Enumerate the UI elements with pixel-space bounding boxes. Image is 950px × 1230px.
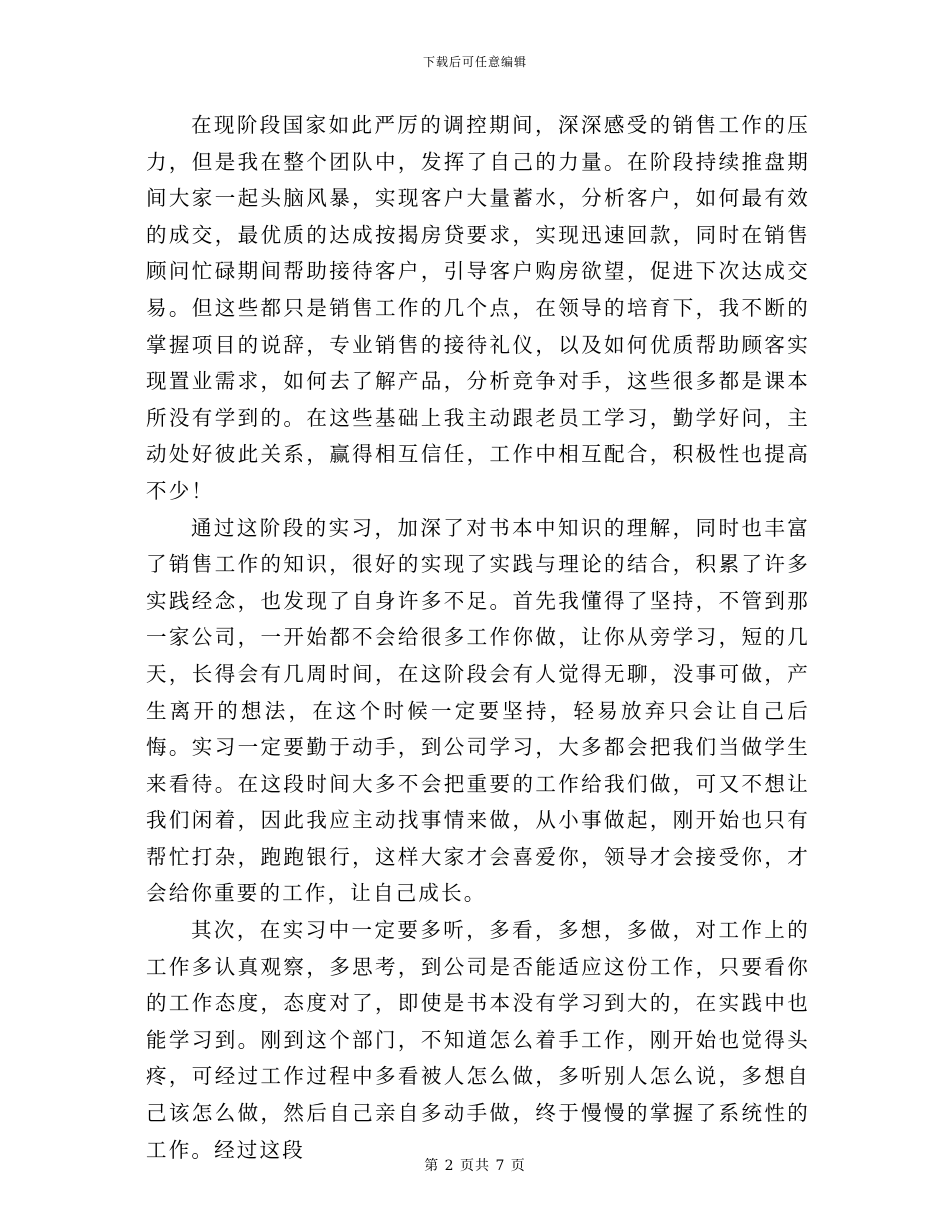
page-header: 下载后可任意编辑 [422,55,527,69]
document-body [146,107,810,1168]
paragraph-1: 在现阶段国家如此严厉的调控期间，深深感受的销售工作的压力，但是我在整个团队中，发挥了自己的力量。在阶段持续推盘期间大家一起头脑风暴，实现客户大量蓄水，分析客户，如何最有效的成交，最优质的达成按揭房贷要求，实现迅速回款，同时在销售顾问忙碌期间帮助接待客户，引导客户购房欲望，促进下次达成交易。但这些都只是销售工作的几个点，在领导的培育下，我不断的掌握项目的说辞，专业销售的接待礼仪，以及如何优质帮助顾客实现置业需求，如何去了解产品，分析竞争对手，这些很多都是课本所没有学到的。在这些基础上我主动跟老员工学习，勤学好问，主动处好彼此关系，赢得相互信任，工作中相互配合，积极性也提高不少！ [146,113,810,503]
page-number-footer: 第 2 页共 7 页 [424,1158,526,1174]
paragraph-2: 通过这阶段的实习，加深了对书本中知识的理解，同时也丰富了销售工作的知识，很好的实现了实践与理论的结合，积累了许多实践经念，也发现了自身许多不足。首先我懂得了坚持，不管到那一家公司，一开始都不会给很多工作你做，让你从旁学习，短的几天，长得会有几周时间，在这阶段会有人觉得无聊，没事可做，产生离开的想法，在这个时候一定要坚持，轻易放弃只会让自己后悔。实习一定要勤于动手，到公司学习，大多都会把我们当做学生来看待。在这段时间大多不会把重要的工作给我们做，可又不想让我们闲着，因此我应主动找事情来做，从小事做起，刚开始也只有帮忙打杂，跑跑银行，这样大家才会喜爱你，领导才会接受你，才会给你重要的工作，让自己成长。 [146,515,810,906]
paragraph-3: 其次，在实习中一定要多听，多看，多想，多做，对工作上的工作多认真观察，多思考，到公司是否能适应这份工作，只要看你的工作态度，态度对了，即使是书本没有学习到大的，在实践中也能学习到。刚到这个部门，不知道怎么着手工作，刚开始也觉得头疼，可经过工作过程中多看被人怎么做，多听别人怎么说，多想自己该怎么做，然后自己亲自多动手做，终于慢慢的掌握了系统性的工作。经过这段 [146,918,810,1162]
